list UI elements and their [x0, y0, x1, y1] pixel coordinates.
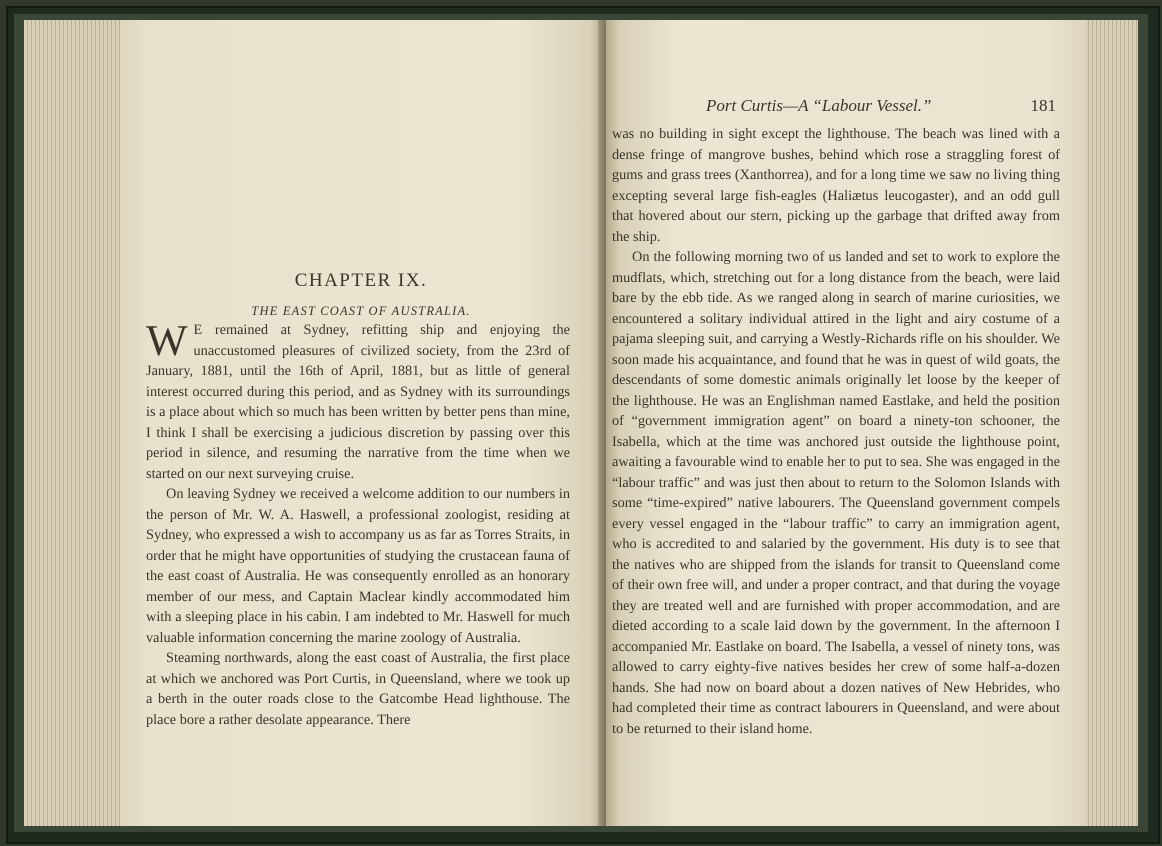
- page-number: 181: [1030, 96, 1056, 115]
- left-page: [120, 20, 602, 826]
- chapter-title: CHAPTER IX.: [294, 270, 428, 291]
- page-edges-right: [1084, 20, 1138, 826]
- running-head: Port Curtis—A “Labour Vessel.”: [706, 96, 932, 115]
- left-body-text: [146, 316, 570, 730]
- paragraph: Steaming northwards, along the east coast of Australia, the first place at which we anchored was Port Curtis, in Queensland, where we took up a berth in the outer roads close to the Gatcombe Head lighthouse. The place bore a rather desolate appearance. There: [146, 650, 570, 728]
- drop-cap: W: [146, 316, 188, 365]
- paragraph: was no building in sight except the lighthouse. The beach was lined with a dense fringe of mangrove bushes, behind which rose a straggling forest of gums and grass trees (Xanthorrea), and for a long time we saw no living thing excepting several large fish-eagles (Haliætus leucogaster), and an odd gull that hovered about our stern, picking up the garbage that drifted away from the ship.: [612, 126, 1060, 245]
- paragraph: W E remained at Sydney, refitting ship and enjoying the unaccustomed pleasures of civilized society, from the 23rd of January, 1881, until the 16th of April, 1881, but as little of general interest occurred during this period, and as Sydney with its surroundings is a place about which so much has been written by better pens than mine, I think I shall be exercising a judicious discretion by passing over this period in silence, and resuming the narrative from the time when we started on our next surveying cruise.: [146, 316, 570, 482]
- right-page: [606, 20, 1086, 826]
- page-header: [666, 96, 1056, 120]
- chapter-subtitle: THE EAST COAST OF AUSTRALIA.: [251, 304, 471, 318]
- right-body-text: [612, 124, 1060, 739]
- paragraph: On leaving Sydney we received a welcome addition to our numbers in the person of Mr. W. A. Haswell, a professional zoologist, residing at Sydney, who expressed a wish to accompany us as far as Torres Straits, in order that he might have opportunities of studying the crustacean fauna of the east coast of Australia. He was consequently enrolled as an honorary member of our mess, and Captain Maclear kindly accommodated him with a sleeping place in his cabin. I am indebted to Mr. Haswell for much valuable information concerning the marine zoology of Australia.: [146, 486, 570, 646]
- paragraph: On the following morning two of us landed and set to work to explore the mudflats, which, stretching out for a long distance from the beach, were laid bare by the ebb tide. As we ranged along in search of marine curiosities, we encountered a solitary individual attired in the light and airy costume of a pajama sleeping suit, and carrying a Westly-Richards rifle on his shoulder. We soon made his acquaintance, and found that he was in quest of wild goats, the descendants of some domestic animals originally let loose by the keeper of the lighthouse. He was an Englishman named Eastlake, and held the position of “government immigration agent” on board a ninety-ton schooner, the Isabella, which at the time was anchored just outside the lighthouse point, awaiting a favourable wind to enable her to put to sea. She was engaged in the “labour traffic” and was just then about to return to the Solomon Islands with some “time-expired” native labourers. The Queensland government compels every vessel engaged in the “labour traffic” to carry an immigration agent, who is accredited to and salaried by the government. His duty is to see that the natives who are shipped from the islands for transit to Queensland come of their own free will, and under a proper contract, and that during the voyage they are treated well and are furnished with proper accommodation, and are dieted according to a scale laid down by the government. In the afternoon I accompanied Mr. Eastlake on board. The Isabella, a vessel of ninety tons, was allowed to carry eighty-five natives besides her crew of some half-a-dozen hands. She had now on board about a dozen natives of New Hebrides, who had completed their time as contract labourers in Queensland, and were about to be returned to their island home.: [612, 249, 1060, 737]
- page-edges-left: [24, 20, 134, 826]
